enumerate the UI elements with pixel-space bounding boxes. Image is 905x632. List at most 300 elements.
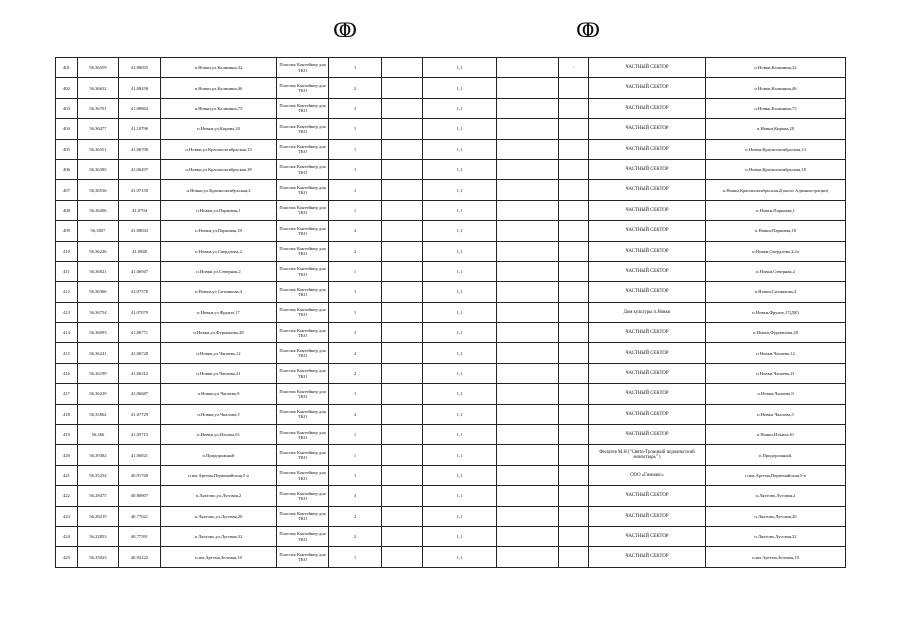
row-number-cell: 401 xyxy=(56,58,78,78)
dash-cell xyxy=(559,465,589,485)
latitude-cell: 56,36821 xyxy=(78,261,119,281)
container-count-cell: 2 xyxy=(329,221,382,241)
empty-cell xyxy=(497,425,559,445)
row-number-cell: 416 xyxy=(56,363,78,383)
source-address-cell: п.Новки,Фрунзе,17(ДК) xyxy=(706,302,846,322)
row-number-cell: 413 xyxy=(56,302,78,322)
source-address-cell: п.Новки,Чапаева,21 xyxy=(706,363,846,383)
container-count-cell: 1 xyxy=(329,180,382,200)
empty-cell xyxy=(382,425,423,445)
container-count-cell: 1 xyxy=(329,302,382,322)
latitude-cell: 56,28475 xyxy=(78,486,119,506)
container-type-cell: Пластик Контейнер для ТКО xyxy=(277,363,329,383)
table-row xyxy=(56,404,846,424)
container-type-cell: Пластик Контейнер для ТКО xyxy=(277,486,329,506)
row-number-cell: 408 xyxy=(56,200,78,220)
container-volume-cell: 1,1 xyxy=(423,526,497,546)
row-number-cell: 404 xyxy=(56,119,78,139)
latitude-cell: 56,35862 xyxy=(78,404,119,424)
container-type-cell: Пластик Контейнер для ТКО xyxy=(277,343,329,363)
empty-cell xyxy=(497,486,559,506)
table-row xyxy=(56,261,846,281)
source-address-cell: п.Новки,Калинина,75 xyxy=(706,98,846,118)
waste-producer-cell: ЧАСТНЫЙ СЕКТОР xyxy=(589,506,706,526)
row-number-cell: 422 xyxy=(56,486,78,506)
waste-producer-cell: ЧАСТНЫЙ СЕКТОР xyxy=(589,119,706,139)
waste-producer-cell: ЧАСТНЫЙ СЕКТОР xyxy=(589,486,706,506)
container-volume-cell: 1,1 xyxy=(423,323,497,343)
empty-cell xyxy=(382,526,423,546)
dash-cell xyxy=(559,78,589,98)
table-row xyxy=(56,241,846,261)
container-type-cell: Пластик Контейнер для ТКО xyxy=(277,425,329,445)
source-address-cell: п.Новки,Северная,2 xyxy=(706,261,846,281)
dash-cell xyxy=(559,302,589,322)
longitude-cell: 41,06687 xyxy=(119,384,161,404)
empty-cell xyxy=(497,241,559,261)
site-address-cell: п.Новки,ул.Парковая,1 xyxy=(161,200,277,220)
container-count-cell: 2 xyxy=(329,241,382,261)
longitude-cell: 41,06821 xyxy=(119,445,161,465)
empty-cell xyxy=(497,445,559,465)
table-row xyxy=(56,119,846,139)
table-row xyxy=(56,302,846,322)
dash-cell xyxy=(559,261,589,281)
container-count-cell: 1 xyxy=(329,98,382,118)
row-number-cell: 417 xyxy=(56,384,78,404)
dash-cell xyxy=(559,363,589,383)
empty-cell xyxy=(497,363,559,383)
waste-producer-cell: ЧАСТНЫЙ СЕКТОР xyxy=(589,241,706,261)
waste-producer-cell: Филатов М.Н ("Свято-Троицкий подчаньгский монастырь" ) xyxy=(589,445,706,465)
site-address-cell: п.Новки,ул.Ситникова,4 xyxy=(161,282,277,302)
row-number-cell: 420 xyxy=(56,445,78,465)
empty-cell xyxy=(497,547,559,567)
container-count-cell: 1 xyxy=(329,465,382,485)
source-address-cell: п.Новки,Парковая,18 xyxy=(706,221,846,241)
table-row xyxy=(56,159,846,179)
row-number-cell: 403 xyxy=(56,98,78,118)
site-address-cell: п.Новки,ул.Краснооктябрьская,2 xyxy=(161,180,277,200)
container-type-cell: Пластик Контейнер для ТКО xyxy=(277,261,329,281)
container-volume-cell: 1,1 xyxy=(423,78,497,98)
container-count-cell: 1 xyxy=(329,139,382,159)
container-volume-cell: 1,1 xyxy=(423,98,497,118)
source-address-cell: п.Новки,Калинина,46 xyxy=(706,78,846,98)
row-number-cell: 425 xyxy=(56,547,78,567)
site-address-cell: п.Ляхтово,ул.Луговая,20 xyxy=(161,506,277,526)
container-volume-cell: 1,1 xyxy=(423,282,497,302)
dash-cell xyxy=(559,139,589,159)
empty-cell xyxy=(382,547,423,567)
container-count-cell: 1 xyxy=(329,119,382,139)
waste-producer-cell: ЧАСТНЫЙ СЕКТОР xyxy=(589,261,706,281)
container-volume-cell: 1,1 xyxy=(423,180,497,200)
longitude-cell: 40,77621 xyxy=(119,506,161,526)
empty-cell xyxy=(382,241,423,261)
empty-cell xyxy=(497,343,559,363)
container-type-cell: Пластик Контейнер для ТКО xyxy=(277,78,329,98)
empty-cell xyxy=(497,323,559,343)
empty-cell xyxy=(497,465,559,485)
table-row xyxy=(56,98,846,118)
longitude-cell: 41,06771 xyxy=(119,323,161,343)
container-count-cell: 1 xyxy=(329,58,382,78)
source-address-cell: п.Новки,Парковая,1 xyxy=(706,200,846,220)
empty-cell xyxy=(382,506,423,526)
container-type-cell: Пластик Контейнер для ТКО xyxy=(277,384,329,404)
row-number-cell: 409 xyxy=(56,221,78,241)
row-number-cell: 402 xyxy=(56,78,78,98)
latitude-cell: 56,36536 xyxy=(78,180,119,200)
longitude-cell: 41,06497 xyxy=(119,159,161,179)
table-row xyxy=(56,323,846,343)
latitude-cell: 56,36241 xyxy=(78,343,119,363)
latitude-cell: 56,36477 xyxy=(78,119,119,139)
waste-producer-cell: ЧАСТНЫЙ СЕКТОР xyxy=(589,547,706,567)
empty-cell xyxy=(382,261,423,281)
longitude-cell: 41,06708 xyxy=(119,139,161,159)
waste-producer-cell: ЧАСТНЫЙ СЕКТОР xyxy=(589,78,706,98)
container-volume-cell: 1,1 xyxy=(423,159,497,179)
row-number-cell: 405 xyxy=(56,139,78,159)
table-row xyxy=(56,221,846,241)
site-address-cell: п.Новки,ул.Калинина,46 xyxy=(161,78,277,98)
container-type-cell: Пластик Контейнер для ТКО xyxy=(277,302,329,322)
container-volume-cell: 1,1 xyxy=(423,139,497,159)
site-address-cell: п.Новки,ул.Чапаева,9 xyxy=(161,384,277,404)
table-row xyxy=(56,58,846,78)
table-row xyxy=(56,384,846,404)
container-count-cell: 1 xyxy=(329,384,382,404)
container-type-cell: Пластик Контейнер для ТКО xyxy=(277,119,329,139)
source-address-cell: п.Придорожный, xyxy=(706,445,846,465)
row-number-cell: 423 xyxy=(56,506,78,526)
container-count-cell: 2 xyxy=(329,343,382,363)
site-address-cell: п.им.Артема,Первомайская,5-а xyxy=(161,465,277,485)
table-row xyxy=(56,282,846,302)
empty-cell xyxy=(497,180,559,200)
table-row xyxy=(56,547,846,567)
table-row xyxy=(56,506,846,526)
dash-cell: - xyxy=(559,58,589,78)
binder-hole-mark-left: ↂ xyxy=(333,18,358,42)
container-count-cell: 2 xyxy=(329,363,382,383)
empty-cell xyxy=(382,302,423,322)
empty-cell xyxy=(497,159,559,179)
container-type-cell: Пластик Контейнер для ТКО xyxy=(277,506,329,526)
container-type-cell: Пластик Контейнер для ТКО xyxy=(277,282,329,302)
latitude-cell: 56,39382 xyxy=(78,445,119,465)
container-count-cell: 2 xyxy=(329,404,382,424)
empty-cell xyxy=(382,98,423,118)
container-volume-cell: 1,1 xyxy=(423,58,497,78)
source-address-cell: п.Новки,Фурманова,28 xyxy=(706,323,846,343)
container-volume-cell: 1,1 xyxy=(423,200,497,220)
longitude-cell: 40,91768 xyxy=(119,465,161,485)
empty-cell xyxy=(497,119,559,139)
site-address-cell: п.Ляхтово,ул.Луговая,2 xyxy=(161,486,277,506)
empty-cell xyxy=(382,282,423,302)
longitude-cell: 40,77591 xyxy=(119,526,161,546)
source-address-cell: п.Новки,Краснооктябрьская,2(около Администрации) xyxy=(706,180,846,200)
container-count-cell: 1 xyxy=(329,547,382,567)
row-number-cell: 412 xyxy=(56,282,78,302)
container-count-cell: 1 xyxy=(329,323,382,343)
site-address-cell: п.Новки,ул.Чапаева,21 xyxy=(161,363,277,383)
latitude-cell: 56,366 xyxy=(78,425,119,445)
site-address-cell: п.Новки,ул.Фрунзе,17 xyxy=(161,302,277,322)
latitude-cell: 56,28219 xyxy=(78,506,119,526)
container-volume-cell: 1,1 xyxy=(423,425,497,445)
container-type-cell: Пластик Контейнер для ТКО xyxy=(277,200,329,220)
empty-cell xyxy=(382,119,423,139)
container-type-cell: Пластик Контейнер для ТКО xyxy=(277,465,329,485)
site-address-cell: п.Новки,ул.Краснооктябрьская,18 xyxy=(161,159,277,179)
waste-producer-cell: ЧАСТНЫЙ СЕКТОР xyxy=(589,98,706,118)
source-address-cell: п.Новки,Калинина,32 xyxy=(706,58,846,78)
site-address-cell: п.Новки,ул.Чкалова,5 xyxy=(161,404,277,424)
container-volume-cell: 1,1 xyxy=(423,384,497,404)
dash-cell xyxy=(559,180,589,200)
empty-cell xyxy=(497,58,559,78)
waste-producer-cell: ЧАСТНЫЙ СЕКТОР xyxy=(589,425,706,445)
latitude-cell: 56,36199 xyxy=(78,363,119,383)
latitude-cell: 56,36754 xyxy=(78,302,119,322)
dash-cell xyxy=(559,159,589,179)
dash-cell xyxy=(559,241,589,261)
container-volume-cell: 1,1 xyxy=(423,241,497,261)
source-address-cell: п.Новки,Ситникова,4 xyxy=(706,282,846,302)
container-volume-cell: 1,1 xyxy=(423,445,497,465)
container-count-cell: 3 xyxy=(329,486,382,506)
source-address-cell: п.Ляхтово,Луговая,2 xyxy=(706,486,846,506)
table-row xyxy=(56,200,846,220)
waste-producer-cell: ЧАСТНЫЙ СЕКТОР xyxy=(589,404,706,424)
longitude-cell: 41,06728 xyxy=(119,343,161,363)
latitude-cell: 56,35254 xyxy=(78,465,119,485)
source-address-cell: п.им.Артема,Зеленая,10 xyxy=(706,547,846,567)
container-volume-cell: 1,1 xyxy=(423,506,497,526)
empty-cell xyxy=(382,445,423,465)
site-address-cell: п.им.Артема,Зеленая,10 xyxy=(161,547,277,567)
source-address-cell: п.Ляхтово,Луговая,20 xyxy=(706,506,846,526)
empty-cell xyxy=(382,58,423,78)
empty-cell xyxy=(382,323,423,343)
container-count-cell: 1 xyxy=(329,200,382,220)
empty-cell xyxy=(497,98,559,118)
table-row xyxy=(56,526,846,546)
latitude-cell: 56,36632 xyxy=(78,78,119,98)
latitude-cell: 56,3607 xyxy=(78,221,119,241)
container-type-cell: Пластик Контейнер для ТКО xyxy=(277,180,329,200)
container-type-cell: Пластик Контейнер для ТКО xyxy=(277,526,329,546)
longitude-cell: 41,0848 xyxy=(119,241,161,261)
container-type-cell: Пластик Контейнер для ТКО xyxy=(277,98,329,118)
container-volume-cell: 1,1 xyxy=(423,363,497,383)
longitude-cell: 41,0794 xyxy=(119,200,161,220)
empty-cell xyxy=(497,404,559,424)
site-address-cell: п.Новки,ул.Ильича,61 xyxy=(161,425,277,445)
container-count-cell: 1 xyxy=(329,445,382,465)
row-number-cell: 419 xyxy=(56,425,78,445)
source-address-cell: п.Новки,Чапаева,12 xyxy=(706,343,846,363)
empty-cell xyxy=(382,139,423,159)
empty-cell xyxy=(497,261,559,281)
longitude-cell: 41,07079 xyxy=(119,302,161,322)
dash-cell xyxy=(559,343,589,363)
empty-cell xyxy=(497,302,559,322)
site-address-cell: п.Ляхтово,ул.Луговая,32 xyxy=(161,526,277,546)
source-address-cell: п.Новки,Чапаева,9 xyxy=(706,384,846,404)
dash-cell xyxy=(559,323,589,343)
latitude-cell: 56,36229 xyxy=(78,384,119,404)
longitude-cell: 41,06312 xyxy=(119,363,161,383)
empty-cell xyxy=(497,526,559,546)
row-number-cell: 406 xyxy=(56,159,78,179)
site-address-cell: п.Новки,ул.Калинина,32 xyxy=(161,58,277,78)
container-volume-cell: 1,1 xyxy=(423,302,497,322)
empty-cell xyxy=(382,343,423,363)
waste-producer-cell: ЧАСТНЫЙ СЕКТОР xyxy=(589,159,706,179)
waste-producer-cell: ЧАСТНЫЙ СЕКТОР xyxy=(589,139,706,159)
waste-producer-cell: ЧАСТНЫЙ СЕКТОР xyxy=(589,363,706,383)
table-body xyxy=(56,58,846,568)
latitude-cell: 56,36093 xyxy=(78,323,119,343)
site-address-cell: п.Новки,ул.Краснооктябрьская,13 xyxy=(161,139,277,159)
site-address-cell: п.Новки,ул.Парковая,18 xyxy=(161,221,277,241)
row-number-cell: 414 xyxy=(56,323,78,343)
waste-producer-cell: ЧАСТНЫЙ СЕКТОР xyxy=(589,200,706,220)
source-address-cell: п.Новки,Свердлова,2,2а xyxy=(706,241,846,261)
empty-cell xyxy=(382,404,423,424)
empty-cell xyxy=(497,506,559,526)
container-count-cell: 1 xyxy=(329,425,382,445)
container-type-cell: Пластик Контейнер для ТКО xyxy=(277,445,329,465)
latitude-cell: 56,36559 xyxy=(78,58,119,78)
container-type-cell: Пластик Контейнер для ТКО xyxy=(277,58,329,78)
dash-cell xyxy=(559,221,589,241)
container-count-cell: 2 xyxy=(329,526,382,546)
latitude-cell: 56,22853 xyxy=(78,526,119,546)
empty-cell xyxy=(382,78,423,98)
site-address-cell: п.Новки,ул.Свердлова,2 xyxy=(161,241,277,261)
table-row xyxy=(56,363,846,383)
waste-producer-cell: ЧАСТНЫЙ СЕКТОР xyxy=(589,282,706,302)
table-row xyxy=(56,139,846,159)
container-count-cell: 1 xyxy=(329,282,382,302)
container-volume-cell: 1,1 xyxy=(423,486,497,506)
longitude-cell: 41,07578 xyxy=(119,282,161,302)
dash-cell xyxy=(559,119,589,139)
waste-producer-cell: ЧАСТНЫЙ СЕКТОР xyxy=(589,58,706,78)
longitude-cell: 41,08864 xyxy=(119,98,161,118)
longitude-cell: 40,80807 xyxy=(119,486,161,506)
source-address-cell: п.Новки,Краснооктябрьская,18 xyxy=(706,159,846,179)
table-row xyxy=(56,78,846,98)
row-number-cell: 410 xyxy=(56,241,78,261)
table-row xyxy=(56,465,846,485)
dash-cell xyxy=(559,526,589,546)
empty-cell xyxy=(497,282,559,302)
table-row xyxy=(56,425,846,445)
waste-producer-cell: ЧАСТНЫЙ СЕКТОР xyxy=(589,526,706,546)
longitude-cell: 41,08458 xyxy=(119,78,161,98)
latitude-cell: 56,36701 xyxy=(78,98,119,118)
container-volume-cell: 1,1 xyxy=(423,221,497,241)
source-address-cell: п.Новки,Ильича,61 xyxy=(706,425,846,445)
waste-producer-cell: ООО «Гимнакс» xyxy=(589,465,706,485)
container-type-cell: Пластик Контейнер для ТКО xyxy=(277,323,329,343)
source-address-cell: п.Новки,Кирова,20 xyxy=(706,119,846,139)
container-volume-cell: 1,1 xyxy=(423,465,497,485)
source-address-cell: п.Ляхтово,Луговая,32 xyxy=(706,526,846,546)
waste-producer-cell: ЧАСТНЫЙ СЕКТОР xyxy=(589,384,706,404)
container-volume-cell: 1,1 xyxy=(423,343,497,363)
container-type-cell: Пластик Контейнер для ТКО xyxy=(277,159,329,179)
dash-cell xyxy=(559,506,589,526)
latitude-cell: 56,35023 xyxy=(78,547,119,567)
dash-cell xyxy=(559,98,589,118)
empty-cell xyxy=(497,139,559,159)
row-number-cell: 418 xyxy=(56,404,78,424)
source-address-cell: п.Новки,Чкалова,5 xyxy=(706,404,846,424)
table-row xyxy=(56,445,846,465)
container-type-cell: Пластик Контейнер для ТКО xyxy=(277,241,329,261)
longitude-cell: 41,07729 xyxy=(119,404,161,424)
container-count-cell: 1 xyxy=(329,261,382,281)
dash-cell xyxy=(559,384,589,404)
source-address-cell: п.им.Артема,Первомайская,5-а xyxy=(706,465,846,485)
waste-producer-cell: ЧАСТНЫЙ СЕКТОР xyxy=(589,180,706,200)
longitude-cell: 41,06947 xyxy=(119,261,161,281)
empty-cell xyxy=(382,180,423,200)
empty-cell xyxy=(382,221,423,241)
dash-cell xyxy=(559,486,589,506)
source-address-cell: п.Новки,Краснооктябрьская,13 xyxy=(706,139,846,159)
row-number-cell: 424 xyxy=(56,526,78,546)
container-type-cell: Пластик Контейнер для ТКО xyxy=(277,221,329,241)
longitude-cell: 40,92222 xyxy=(119,547,161,567)
container-volume-cell: 1,1 xyxy=(423,261,497,281)
empty-cell xyxy=(497,200,559,220)
empty-cell xyxy=(497,221,559,241)
container-count-cell: 2 xyxy=(329,506,382,526)
latitude-cell: 56,36226 xyxy=(78,241,119,261)
row-number-cell: 421 xyxy=(56,465,78,485)
container-volume-cell: 1,1 xyxy=(423,404,497,424)
site-address-cell: п.Новки,ул.Фурманова,28 xyxy=(161,323,277,343)
binder-hole-mark-right: ↂ xyxy=(576,18,601,42)
dash-cell xyxy=(559,547,589,567)
latitude-cell: 56,36551 xyxy=(78,139,119,159)
waste-producer-cell: ЧАСТНЫЙ СЕКТОР xyxy=(589,323,706,343)
empty-cell xyxy=(382,159,423,179)
row-number-cell: 407 xyxy=(56,180,78,200)
container-count-cell: 2 xyxy=(329,78,382,98)
row-number-cell: 411 xyxy=(56,261,78,281)
container-volume-cell: 1,1 xyxy=(423,119,497,139)
empty-cell xyxy=(497,78,559,98)
latitude-cell: 56,36385 xyxy=(78,159,119,179)
site-address-cell: п.Новки,ул.Кирова,20 xyxy=(161,119,277,139)
longitude-cell: 41,10796 xyxy=(119,119,161,139)
empty-cell xyxy=(382,384,423,404)
waste-container-sites-table xyxy=(55,57,846,568)
waste-producer-cell: ЧАСТНЫЙ СЕКТОР xyxy=(589,343,706,363)
site-address-cell: п.Придорожный xyxy=(161,445,277,465)
empty-cell xyxy=(382,200,423,220)
